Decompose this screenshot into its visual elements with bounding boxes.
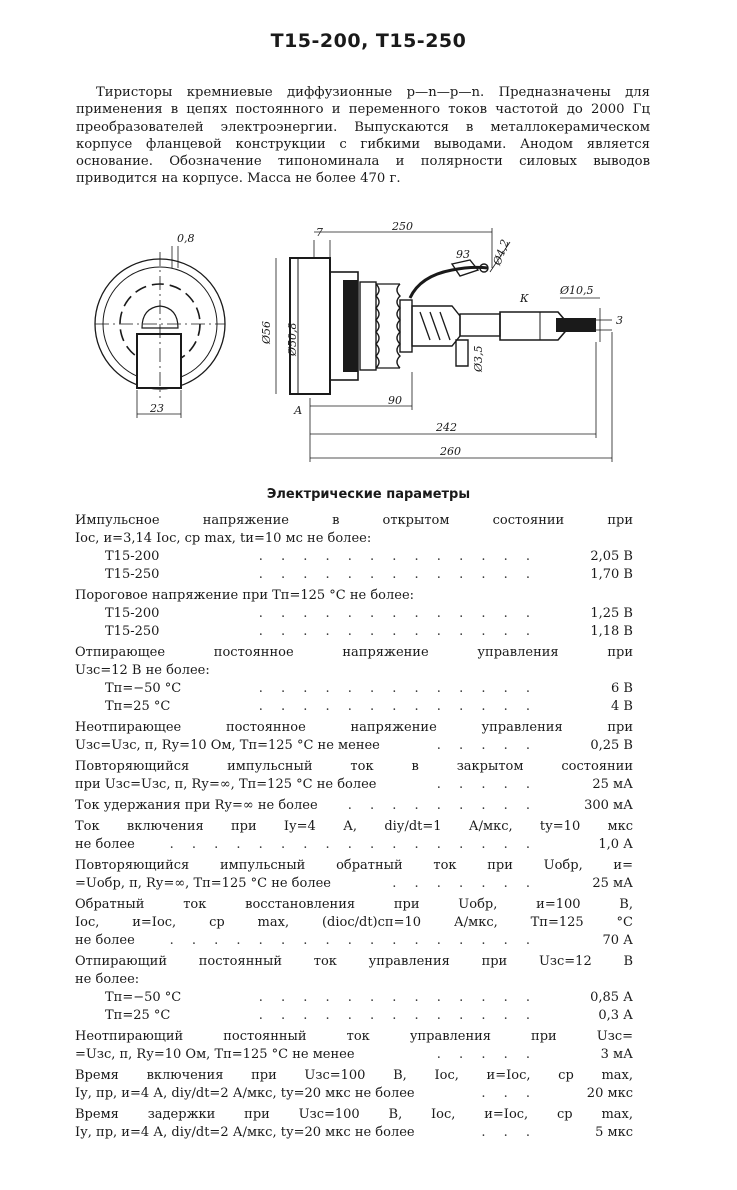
parameter-text: Т15-250	[105, 567, 160, 582]
parameter-value: 25 мА	[592, 876, 633, 891]
parameter-line	[75, 587, 633, 605]
dot-leader: . . . . . . . . . . . . .	[258, 624, 537, 639]
parameter-line	[75, 605, 633, 623]
parameter-text: Tп=−50 °С	[105, 681, 182, 696]
parameter-line	[75, 818, 633, 836]
parameter-value: 0,25 В	[590, 738, 633, 753]
parameter-value: 2,05 В	[590, 549, 633, 564]
parameter-value: 1,0 А	[598, 837, 633, 852]
dim-d3-5: Ø3,5	[472, 345, 485, 372]
parameter-item	[75, 719, 633, 755]
parameter-item	[75, 1106, 633, 1142]
dot-leader: . . .	[481, 1086, 537, 1101]
parameter-value: 4 В	[611, 699, 633, 714]
dim-90: 90	[388, 394, 402, 407]
parameter-text: Повторяющийся импульсный обратный ток при Uобр, и=	[75, 858, 633, 873]
parameter-value: 25 мА	[592, 777, 633, 792]
dot-leader: . . . . . . . . .	[347, 798, 537, 813]
intro-text: Тиристоры кремниевые диффузионные p—n—p—n. Предназначены для применения в цепях постоянного и переменного токов частотой до 2000 Гц преобразователей электроэнергии. Выпускаются в металлокерамическом корпусе фланцевой конструкции с гибкими выводами. Анодом является основание. Обозначение типономинала и полярности силовых выводов приводится на корпусе. Масса не более 470 г.	[76, 85, 650, 187]
parameter-line	[75, 737, 633, 755]
parameter-value: 3 мА	[600, 1047, 633, 1062]
parameter-line	[75, 989, 633, 1007]
parameter-item	[75, 1067, 633, 1103]
parameters-list	[75, 512, 633, 1145]
parameter-text: Tп=25 °С	[105, 699, 171, 714]
parameter-item	[75, 644, 633, 716]
parameter-text: Пороговое напряжение при Tп=125 °С не более:	[75, 588, 415, 603]
parameter-text: Uзс=Uзс, п, Rу=10 Ом, Tп=125 °С не менее	[75, 738, 380, 753]
parameter-line	[75, 914, 633, 932]
parameter-item	[75, 797, 633, 815]
dot-leader: . . . . .	[436, 1047, 537, 1062]
parameter-text: Iос, и=3,14 Iос, ср max, tи=10 мс не более:	[75, 531, 372, 546]
parameter-value: 5 мкс	[595, 1125, 633, 1140]
parameter-line	[75, 644, 633, 662]
parameter-line	[75, 566, 633, 584]
parameter-line	[75, 932, 633, 950]
dot-leader: . . . . . . . . . . . . .	[258, 681, 537, 696]
parameter-line	[75, 719, 633, 737]
dot-leader: . . .	[481, 1125, 537, 1140]
parameter-text: не более:	[75, 972, 140, 987]
parameter-text: Отпирающее постоянное напряжение управления при	[75, 645, 633, 660]
dim-7: 7	[316, 226, 323, 239]
label-a: А	[294, 404, 303, 417]
parameter-line	[75, 1085, 633, 1103]
parameter-line	[75, 680, 633, 698]
parameter-text: Tп=25 °С	[105, 1008, 171, 1023]
parameter-text: Iу, пр, и=4 А, diу/dt=2 А/мкс, tу=20 мкс не более	[75, 1125, 415, 1140]
parameter-text: Iос, и=Iос, ср max, (diос/dt)сп=10 А/мкс, Tп=125 °С	[75, 915, 633, 930]
dim-242: 242	[436, 421, 457, 434]
parameter-line	[75, 953, 633, 971]
parameter-line	[75, 1028, 633, 1046]
dim-250: 250	[392, 222, 413, 233]
side-terminal	[412, 306, 460, 346]
dot-leader: . . . . .	[436, 777, 537, 792]
parameter-value: 1,25 В	[590, 606, 633, 621]
parameter-item	[75, 1028, 633, 1064]
dot-leader: . . . . . . .	[392, 876, 537, 891]
parameter-line	[75, 1067, 633, 1085]
parameter-line	[75, 548, 633, 566]
parameter-line	[75, 896, 633, 914]
parameter-value: 1,70 В	[590, 567, 633, 582]
parameter-line	[75, 857, 633, 875]
parameter-line	[75, 875, 633, 893]
parameter-item	[75, 587, 633, 641]
parameter-line	[75, 758, 633, 776]
parameter-text: Uзс=12 В не более:	[75, 663, 210, 678]
parameter-text: Повторяющийся импульсный ток в закрытом состоянии	[75, 759, 633, 774]
dim-d56: Ø56	[260, 320, 273, 344]
dot-leader: . . . . . . . . . . . . .	[258, 990, 537, 1005]
parameter-text: Обратный ток восстановления при Uобр, и=100 В,	[75, 897, 633, 912]
parameter-line	[75, 836, 633, 854]
dot-leader: . . . . .	[436, 738, 537, 753]
parameter-text: не более	[75, 933, 135, 948]
parameter-line	[75, 662, 633, 680]
parameter-text: Iу, пр, и=4 А, diу/dt=2 А/мкс, tу=20 мкс не более	[75, 1086, 415, 1101]
dot-leader: . . . . . . . . . . . . . . . . .	[169, 837, 537, 852]
parameter-text: Неотпирающее постоянное напряжение управления при	[75, 720, 633, 735]
parameter-item	[75, 857, 633, 893]
label-k: К	[520, 292, 529, 305]
section-title: Электрические параметры	[266, 487, 471, 502]
parameter-line	[75, 530, 633, 548]
parameter-line	[75, 1007, 633, 1025]
page-title: Т15-200, Т15-250	[270, 30, 467, 52]
parameter-line	[75, 1106, 633, 1124]
parameter-text: Т15-200	[105, 549, 160, 564]
parameter-text: Неотпирающий постоянный ток управления при Uзс=	[75, 1029, 633, 1044]
dot-leader: . . . . . . . . . . . . . . . . .	[169, 933, 537, 948]
intro-paragraph	[76, 84, 650, 188]
dim-d50-8: Ø50,8	[286, 322, 299, 356]
parameter-text: Т15-200	[105, 606, 160, 621]
parameter-text: =Uзс, п, Rу=10 Ом, Tп=125 °С не менее	[75, 1047, 355, 1062]
parameter-value: 0,85 А	[590, 990, 633, 1005]
parameter-value: 20 мкс	[586, 1086, 633, 1101]
parameter-item	[75, 896, 633, 950]
parameter-text: Ток удержания при Rу=∞ не более	[75, 798, 318, 813]
dim-93: 93	[456, 248, 470, 261]
dim-0-8: 0,8	[177, 232, 195, 245]
parameter-item	[75, 818, 633, 854]
dot-leader: . . . . . . . . . . . . .	[258, 549, 537, 564]
parameter-value: 6 В	[611, 681, 633, 696]
dim-d10-5: Ø10,5	[560, 284, 594, 297]
parameter-item	[75, 953, 633, 1025]
dot-leader: . . . . . . . . . . . . .	[258, 567, 537, 582]
parameter-line	[75, 623, 633, 641]
parameter-value: 70 А	[602, 933, 633, 948]
parameter-text: Импульсное напряжение в открытом состоянии при	[75, 513, 633, 528]
parameter-value: 0,3 А	[598, 1008, 633, 1023]
dim-23: 23	[150, 402, 164, 415]
parameter-item	[75, 512, 633, 584]
parameter-line	[75, 1046, 633, 1064]
front-lug	[137, 334, 181, 388]
parameter-text: Ток включения при Iу=4 А, diу/dt=1 А/мкс, tу=10 мкс	[75, 819, 633, 834]
parameter-line	[75, 698, 633, 716]
parameter-line	[75, 971, 633, 989]
parameter-value: 300 мА	[584, 798, 633, 813]
parameter-text: =Uобр, п, Rу=∞, Tп=125 °С не более	[75, 876, 331, 891]
dot-leader: . . . . . . . . . . . . .	[258, 1008, 537, 1023]
dim-260: 260	[440, 445, 461, 458]
parameter-line	[75, 512, 633, 530]
parameter-text: Время включения при Uзс=100 В, Iос, и=Iос, ср max,	[75, 1068, 633, 1083]
parameter-value: 1,18 В	[590, 624, 633, 639]
dot-leader: . . . . . . . . . . . . .	[258, 606, 537, 621]
parameter-text: Время задержки при Uзс=100 В, Iос, и=Iос, ср max,	[75, 1107, 633, 1122]
parameter-line	[75, 1124, 633, 1142]
parameter-text: Отпирающий постоянный ток управления при Uзс=12 В	[75, 954, 633, 969]
parameter-text: не более	[75, 837, 135, 852]
thyristor-drawing	[0, 222, 737, 472]
dim-3: 3	[616, 314, 623, 327]
parameter-line	[75, 776, 633, 794]
parameter-line	[75, 797, 633, 815]
dim-d4-2: Ø4,2	[490, 237, 512, 268]
parameter-text: Tп=−50 °С	[105, 990, 182, 1005]
parameter-text: Т15-250	[105, 624, 160, 639]
parameter-item	[75, 758, 633, 794]
parameter-text: при Uзс=Uзс, п, Rу=∞, Tп=125 °С не более	[75, 777, 377, 792]
dot-leader: . . . . . . . . . . . . .	[258, 699, 537, 714]
